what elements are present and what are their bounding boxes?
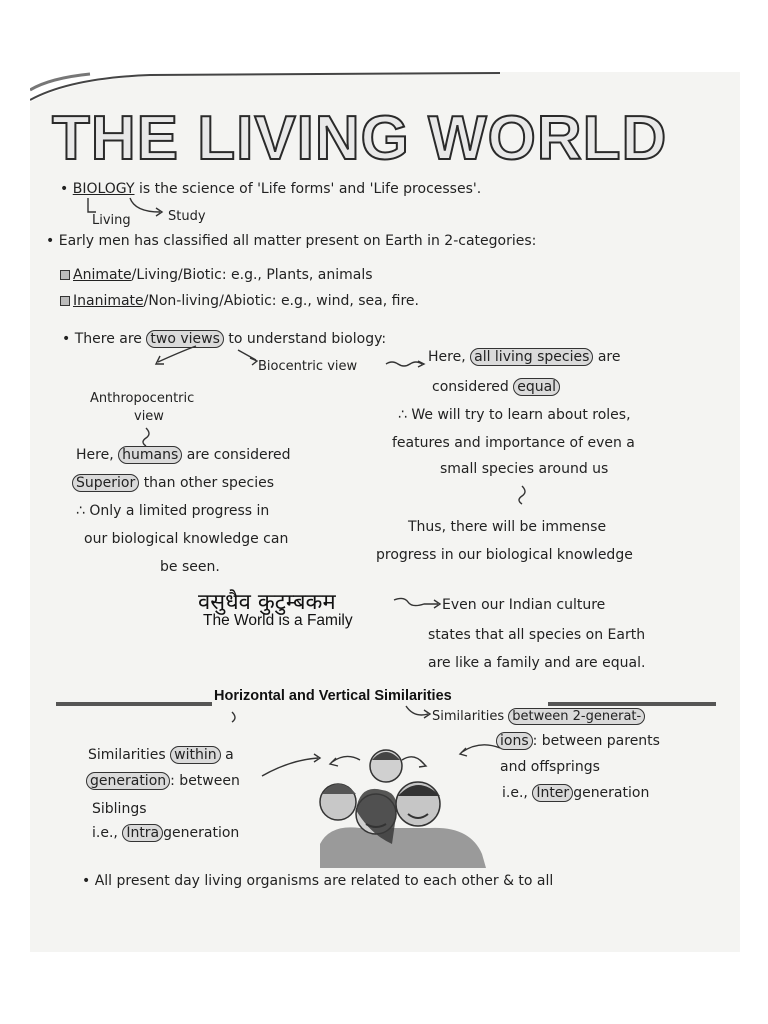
study-note: Study xyxy=(168,209,206,224)
bullet-biology: • BIOLOGY is the science of 'Life forms' and 'Life processes'. xyxy=(60,181,482,197)
world-is-family: The World is a Family xyxy=(203,612,353,629)
biocentric-here: Here, xyxy=(428,349,466,365)
similarities-right-line4 xyxy=(502,784,649,802)
biology-term: BIOLOGY xyxy=(72,181,135,197)
anthropocentric-label: Anthropocentric xyxy=(90,391,195,406)
similarities-left-line1 xyxy=(88,746,234,764)
bullet-two-views: • There are two views to understand biology: xyxy=(62,331,387,347)
anthropocentric-view: view xyxy=(134,409,164,424)
biocentric-line6: Thus, there will be immense xyxy=(408,519,607,535)
between-text: : between xyxy=(170,773,240,789)
biocentric-are: are xyxy=(597,349,621,365)
similarities-right-line2 xyxy=(496,732,660,750)
living-note: Living xyxy=(92,213,131,228)
between-parents: : between parents xyxy=(532,733,660,749)
considered-text: considered xyxy=(432,379,509,395)
checkbox-icon xyxy=(60,270,70,280)
superior-circled: Superior xyxy=(72,474,139,492)
similarities-left-word: Similarities xyxy=(88,747,166,763)
within-circled: within xyxy=(170,746,220,764)
inter-generation-text: generation xyxy=(573,785,650,801)
two-views-post: to understand biology: xyxy=(228,331,387,347)
bullet-classification: • Early men has classified all matter present on Earth in 2-categories: xyxy=(46,233,537,249)
similarities-left-line4 xyxy=(92,824,239,842)
ie-text: i.e., xyxy=(502,785,528,801)
two-views-circled: two views xyxy=(146,330,224,348)
inanimate-examples: /Non-living/Abiotic: e.g., wind, sea, fire. xyxy=(143,293,419,309)
similarities-word: Similarities xyxy=(432,709,505,724)
vasudhaiva-kutumbakam: वसुधैव कुटुम्बकम xyxy=(198,590,336,615)
similarities-left-line2 xyxy=(86,772,240,790)
animate-term: Animate xyxy=(73,267,132,283)
anthro-line5: be seen. xyxy=(160,559,220,575)
related-organisms-text: All present day living organisms are related to each other & to all xyxy=(94,873,554,889)
bullet-related-organisms: • All present day living organisms are related to each other & to all xyxy=(82,873,554,889)
animate-examples: /Living/Biotic: e.g., Plants, animals xyxy=(131,267,373,283)
page-title: THE LIVING WORLD xyxy=(52,104,668,173)
biocentric-line3: ∴ We will try to learn about roles, xyxy=(398,407,631,423)
biocentric-line1 xyxy=(428,348,620,366)
biocentric-label: Biocentric view xyxy=(258,359,358,374)
equal-circled: equal xyxy=(513,378,560,396)
checkbox-icon xyxy=(60,296,70,306)
biocentric-line7: progress in our biological knowledge xyxy=(376,547,633,563)
inter-circled: Inter xyxy=(532,784,573,802)
generation-circled: generation xyxy=(86,772,170,790)
header-rule-left xyxy=(56,702,212,706)
page-corner-curl xyxy=(30,72,500,102)
left-a: a xyxy=(225,747,234,763)
between-generations-circled: between 2-generat- xyxy=(508,708,645,725)
similarities-right-line1 xyxy=(432,708,645,726)
family-line2: states that all species on Earth xyxy=(428,627,646,643)
biocentric-line5: small species around us xyxy=(440,461,609,477)
intra-circled: Intra xyxy=(122,824,163,842)
ions-circled: ions xyxy=(496,732,533,750)
anthro-line3: ∴ Only a limited progress in xyxy=(76,503,270,519)
header-rule-right xyxy=(548,702,716,706)
similarities-right-line3: and offsprings xyxy=(500,759,600,775)
anthro-line1 xyxy=(76,446,291,464)
inanimate-line xyxy=(60,292,419,310)
humans-circled: humans xyxy=(118,446,182,464)
similarities-left-line3: Siblings xyxy=(92,801,147,817)
anthro-line4: our biological knowledge can xyxy=(84,531,289,547)
similarities-header: Horizontal and Vertical Similarities xyxy=(214,688,452,704)
anthro-than-others: than other species xyxy=(143,475,274,491)
anthro-here: Here, xyxy=(76,447,114,463)
family-line1: Even our Indian culture xyxy=(442,597,606,613)
ie-left-text: i.e., xyxy=(92,825,118,841)
intra-generation-text: generation xyxy=(163,825,240,841)
anthro-line2 xyxy=(72,474,274,492)
inanimate-term: Inanimate xyxy=(73,293,144,309)
anthro-considered: are considered xyxy=(186,447,291,463)
classification-text: Early men has classified all matter present on Earth in 2-categories: xyxy=(58,233,537,249)
all-living-species-circled: all living species xyxy=(470,348,593,366)
animate-line xyxy=(60,266,373,284)
family-line3: are like a family and are equal. xyxy=(428,655,646,671)
biology-definition: is the science of 'Life forms' and 'Life processes'. xyxy=(138,181,482,197)
family-illustration xyxy=(300,744,490,868)
biocentric-line2 xyxy=(432,378,560,396)
biocentric-line4: features and importance of even a xyxy=(392,435,635,451)
two-views-pre: There are xyxy=(74,331,142,347)
